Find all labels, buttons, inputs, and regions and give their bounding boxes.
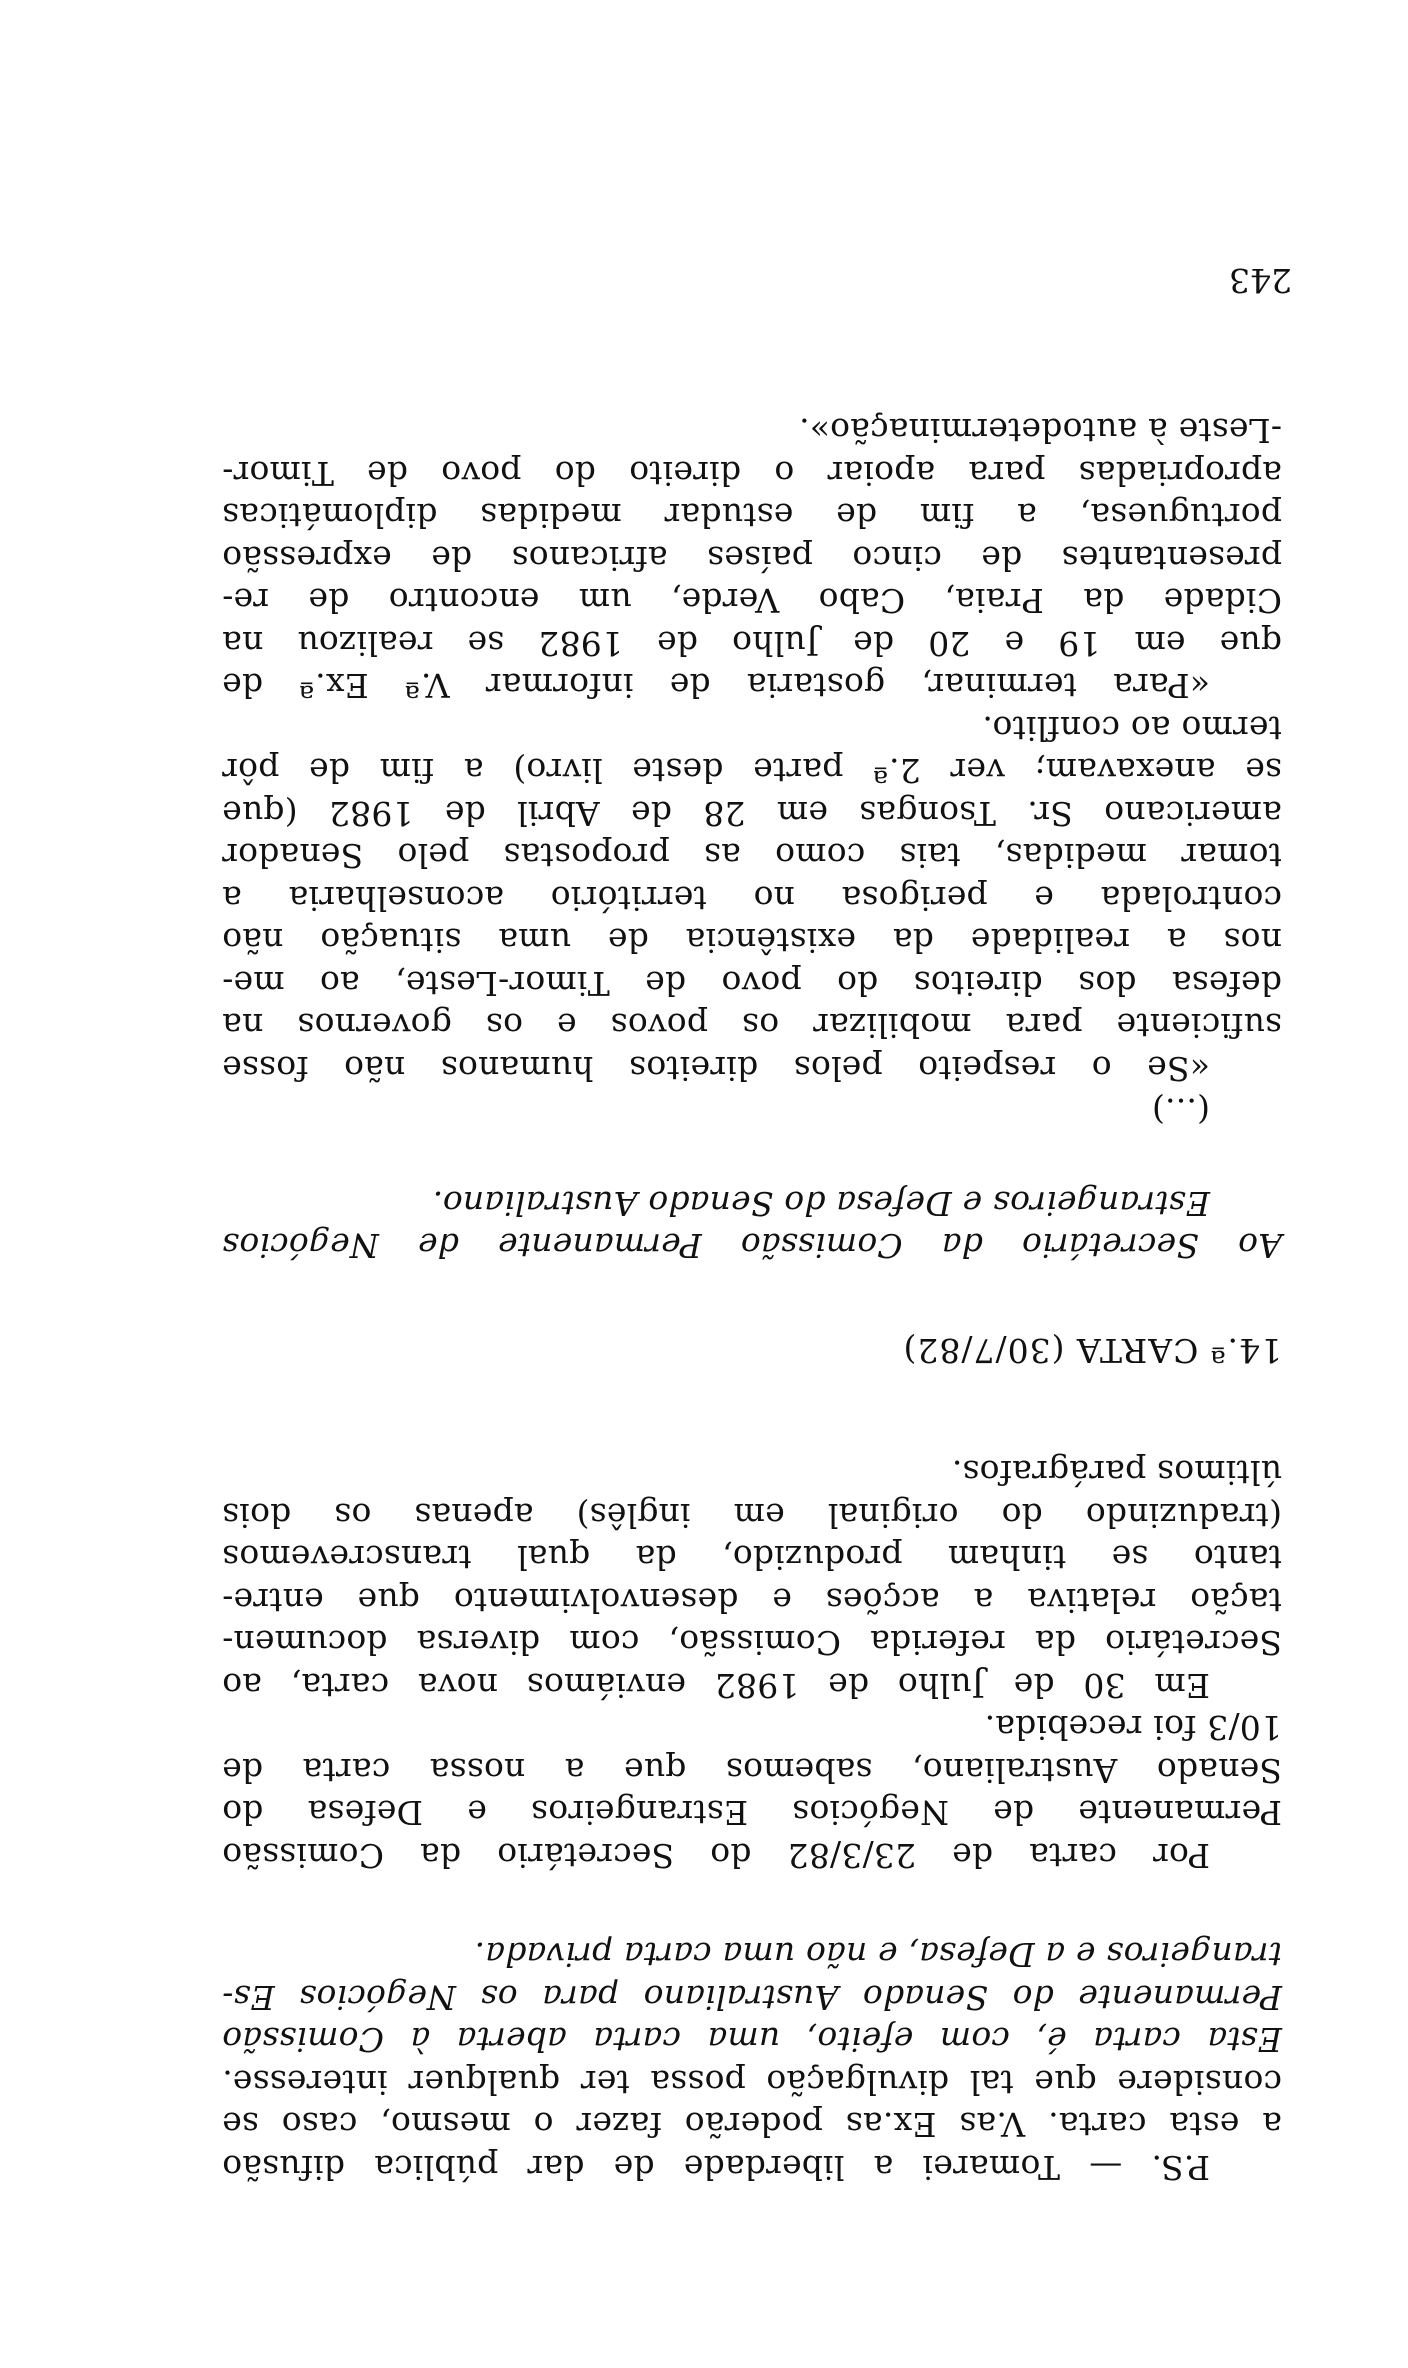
quote-line: Cidade da Praia, Cabo Verde, um encontro de re-	[222, 581, 1282, 621]
narrative-paragraph-2	[222, 1451, 1282, 1706]
postscript-block	[222, 1933, 1282, 2188]
quote-line: apropriadas para apoiar o direito do povo de Timor-	[222, 454, 1282, 493]
quote-line: «Para terminar, gostaria de informar V.ª Ex.ª de	[222, 666, 1210, 706]
spacer	[222, 1267, 1282, 1329]
paragraph-line: Senado Australiano, sabemos que a nossa carta de	[222, 1751, 1282, 1790]
quote-line: «Se o respeito pelos direitos humanos não fosse	[222, 1049, 1210, 1088]
quote-line: portuguesa, a fim de estudar medidas diplomáticas	[222, 496, 1282, 536]
quote-paragraph-1	[222, 707, 1282, 1090]
quote-line: termo ao conflito.	[982, 709, 1282, 748]
quote-line: controlada e perigosa no território aconselharia a	[222, 879, 1282, 918]
quote-line: que em 19 e 20 de Julho de 1982 se realizou na	[222, 624, 1282, 663]
paragraph-line: 10/3 foi recebida.	[984, 1708, 1282, 1748]
paragraph-line: Secretário da referida Comissão, com diversa documen-	[222, 1623, 1282, 1663]
paragraph-line: (traduzindo do original em inglês) apenas os dois	[222, 1496, 1282, 1535]
quote-line: se anexavam; ver 2.ª parte deste livro) a fim de pôr	[222, 751, 1282, 791]
paragraph-line: Em 30 de Julho de 1982 enviámos nova carta, ao	[222, 1666, 1210, 1705]
quote-line: -Leste à autodeterminação».	[798, 411, 1282, 451]
paragraph-line: tanto se tinham produzido, da qual transcrevemos	[222, 1538, 1282, 1578]
quote-line: tomar medidas, tais como as propostas pelo Senador	[222, 836, 1282, 876]
quote-line: defesa dos direitos do povo de Timor-Leste, ao me-	[222, 964, 1282, 1003]
spacer	[222, 1132, 1282, 1182]
addressee-line: Estrangeiros e Defesa do Senado Australiano.	[432, 1184, 1210, 1223]
postscript-line: Esta carta é, com efeito, uma carta aberta à Comissão	[222, 2020, 1282, 2060]
postscript-line: a esta carta. V.as Ex.as poderão fazer o mesmo, caso se	[222, 2105, 1282, 2145]
paragraph-line: tação relativa a acções e desenvolvimento que entre-	[222, 1581, 1282, 1620]
paragraph-line: Por carta de 23/3/82 do Secretário da Comissão	[222, 1836, 1210, 1875]
text-column	[222, 409, 1282, 2188]
postscript-line: Permanente do Senado Australiano para os Negócios Es-	[222, 1978, 1282, 2017]
postscript-line: P.S. — Tomarei a liberdade de dar pública difusão	[222, 2148, 1210, 2187]
postscript-line: considere que tal divulgação possa ter qualquer interesse.	[222, 2063, 1282, 2102]
paragraph-line: Permanente de Negócios Estrangeiros e Defesa do	[222, 1793, 1282, 1833]
paragraph-line: últimos parágrafos.	[951, 1453, 1282, 1493]
spacer	[222, 1876, 1282, 1933]
quote-line: nos a realidade da existência de uma situação não	[222, 921, 1282, 961]
letter-heading: 14.ª CARTA (30/7/82)	[902, 1331, 1282, 1370]
postscript-line: trangeiros e a Defesa, e não uma carta privada.	[474, 1935, 1282, 1975]
page-number: 243	[1229, 261, 1292, 300]
quote-line: presentantes de cinco países africanos de expressão	[222, 539, 1282, 578]
addressee-line: Ao Secretário da Comissão Permanente de Negócios	[222, 1226, 1282, 1266]
ellipsis: (...)	[1151, 1091, 1210, 1131]
narrative-paragraph-1	[222, 1706, 1282, 1876]
quote-paragraph-2	[222, 409, 1282, 707]
quote-line: suficiente para mobilizar os povos e os governos na	[222, 1006, 1282, 1046]
spacer	[222, 1371, 1282, 1451]
letter-addressee	[222, 1182, 1282, 1267]
quote-line: americano Sr. Tsongas em 28 de Abril de 1982 (que	[222, 794, 1282, 833]
